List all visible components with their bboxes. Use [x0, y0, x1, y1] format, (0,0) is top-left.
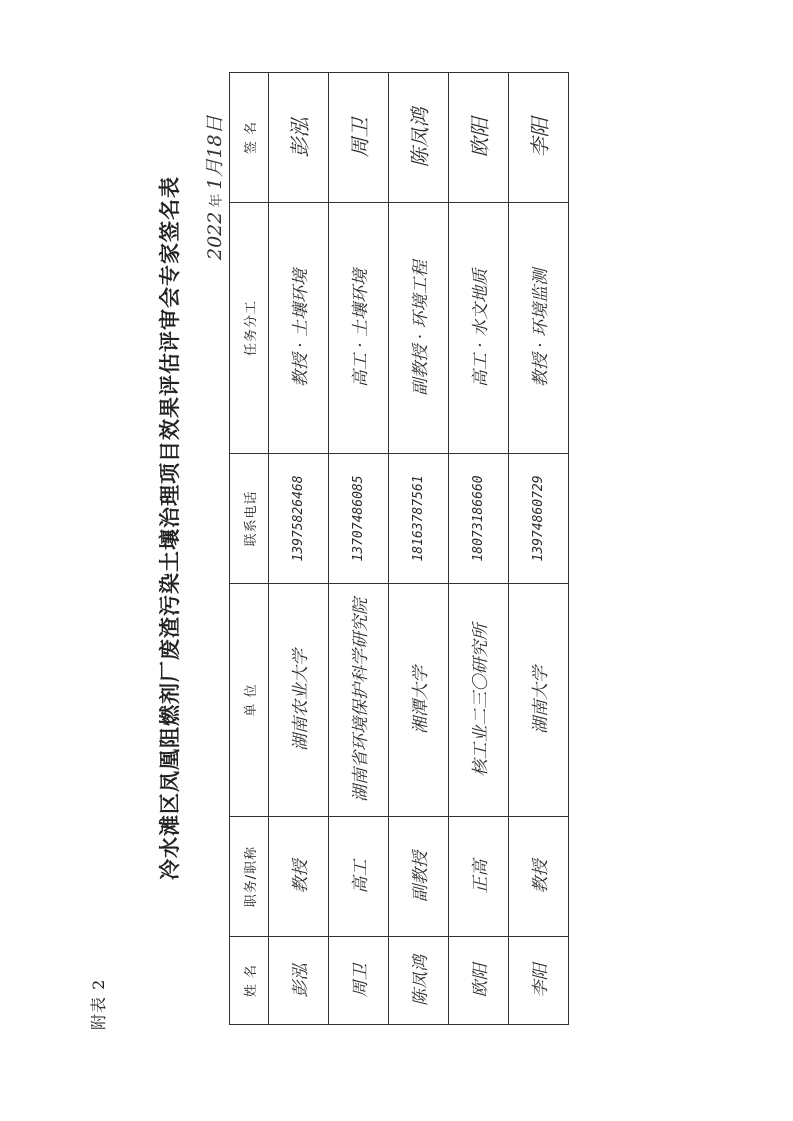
cell-name: 李阳 [509, 937, 569, 1025]
table-row [269, 73, 329, 1025]
cell-unit: 核工业二三〇研究所 [449, 584, 509, 817]
table-row [329, 73, 389, 1025]
cell-task: 副教授 · 环境工程 [389, 203, 449, 454]
signing-date [200, 115, 227, 260]
page-title: 冷水滩区凤凰阻燃剂厂废渣污染土壤治理项目效果评估评审会专家签名表 [158, 176, 182, 880]
header-title: 职务/职称 [230, 817, 269, 937]
cell-unit: 湘潭大学 [389, 584, 449, 817]
header-name: 姓 名 [230, 937, 269, 1025]
table-row [389, 73, 449, 1025]
cell-signature: 欧阳 [449, 73, 509, 203]
cell-signature: 彭泓 [269, 73, 329, 203]
annex-label: 附表 2 [89, 978, 108, 1030]
cell-signature: 周卫 [329, 73, 389, 203]
date-year-char: 年 [209, 193, 225, 208]
table-row [509, 73, 569, 1025]
cell-task: 教授 · 土壤环境 [269, 203, 329, 454]
cell-signature: 陈凤鸿 [389, 73, 449, 203]
table-header-row [230, 73, 269, 1025]
date-month-day: 1月18日 [204, 115, 226, 190]
cell-unit: 湖南农业大学 [269, 584, 329, 817]
cell-signature: 李阳 [509, 73, 569, 203]
cell-phone: 18163787561 [389, 454, 449, 584]
cell-task: 教授 · 环境监测 [509, 203, 569, 454]
cell-name: 欧阳 [449, 937, 509, 1025]
cell-title: 副教授 [389, 817, 449, 937]
cell-unit: 湖南大学 [509, 584, 569, 817]
header-phone: 联系电话 [230, 454, 269, 584]
cell-title: 教授 [509, 817, 569, 937]
expert-signature-table [229, 72, 569, 1025]
cell-title: 高工 [329, 817, 389, 937]
cell-phone: 13974860729 [509, 454, 569, 584]
header-signature: 签 名 [230, 73, 269, 203]
cell-task: 高工 · 水文地质 [449, 203, 509, 454]
cell-name: 周卫 [329, 937, 389, 1025]
expert-signature-table-wrap [229, 73, 553, 1025]
cell-name: 彭泓 [269, 937, 329, 1025]
cell-phone: 13707486085 [329, 454, 389, 584]
cell-phone: 18073186660 [449, 454, 509, 584]
cell-title: 正高 [449, 817, 509, 937]
date-year: 2022 [204, 211, 226, 260]
cell-phone: 13975826468 [269, 454, 329, 584]
header-task: 任务分工 [230, 203, 269, 454]
cell-title: 教授 [269, 817, 329, 937]
cell-unit: 湖南省环境保护科学研究院 [329, 584, 389, 817]
header-unit: 单 位 [230, 584, 269, 817]
cell-name: 陈凤鸿 [389, 937, 449, 1025]
cell-task: 高工 · 土壤环境 [329, 203, 389, 454]
table-row [449, 73, 509, 1025]
